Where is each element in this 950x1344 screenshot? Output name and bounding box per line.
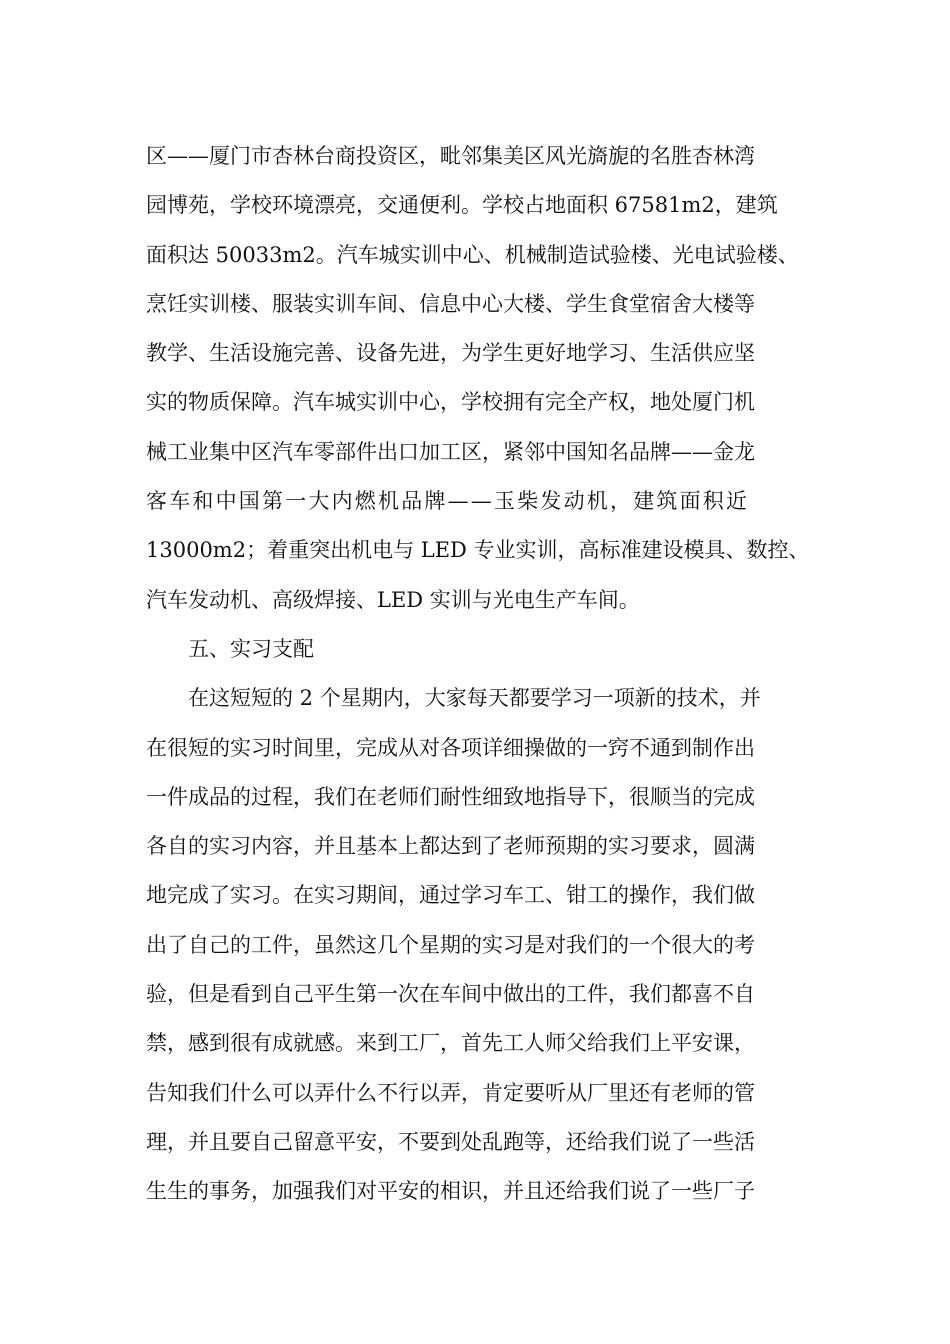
text-line: 在很短的实习时间里，完成从对各项详细操做的一窍不通到制作出: [146, 735, 755, 760]
text-line: 面积达 50033m2。汽车城实训中心、机械制造试验楼、光电试验楼、: [146, 242, 799, 267]
text-line: 在这短短的 2 个星期内，大家每天都要学习一项新的技术，并: [188, 686, 761, 711]
text-line: 实的物质保障。汽车城实训中心，学校拥有完全产权，地处厦门机: [146, 390, 755, 415]
text-line: 教学、生活设施完善、设备先进，为学生更好地学习、生活供应坚: [146, 341, 755, 366]
text-line: 生生的事务，加强我们对平安的相识，并且还给我们说了一些厂子: [146, 1179, 755, 1204]
text-line: 区——厦门市杏林台商投资区，毗邻集美区风光旖旎的名胜杏林湾: [146, 144, 755, 168]
text-line: 出了自己的工件，虽然这几个星期的实习是对我们的一个很大的考: [146, 932, 755, 957]
text-line: 告知我们什么可以弄什么不行以弄，肯定要听从厂里还有老师的管: [146, 1080, 755, 1105]
text-line: 理，并且要自己留意平安，不要到处乱跑等，还给我们说了一些活: [146, 1129, 755, 1154]
text-line: 各自的实习内容，并且基本上都达到了老师预期的实习要求，圆满: [146, 834, 755, 859]
text-line: 烹饪实训楼、服装实训车间、信息中心大楼、学生食堂宿舍大楼等: [146, 291, 755, 316]
body-text: [146, 132, 836, 1217]
text-line: 验，但是看到自己平生第一次在车间中做出的工件，我们都喜不自: [146, 982, 755, 1007]
text-line: 客车和中国第一大内燃机品牌——玉柴发动机，建筑面积近: [146, 489, 750, 514]
text-line: 械工业集中区汽车零部件出口加工区，紧邻中国知名品牌——金龙: [146, 439, 755, 464]
text-line: 一件成品的过程，我们在老师们耐性细致地指导下，很顺当的完成: [146, 784, 755, 809]
section-heading: 五、实习支配: [188, 636, 314, 661]
text-line: 13000m2；着重突出机电与 LED 专业实训，高标准建设模具、数控、: [146, 538, 810, 563]
text-line: 地完成了实习。在实习期间，通过学习车工、钳工的操作，我们做: [146, 883, 755, 908]
text-line: 园博苑，学校环境漂亮，交通便利。学校占地面积 67581m2，建筑: [146, 193, 778, 218]
text-line: 汽车发动机、高级焊接、LED 实训与光电生产车间。: [146, 587, 640, 612]
text-line: 禁，感到很有成就感。来到工厂，首先工人师父给我们上平安课，: [146, 1031, 755, 1056]
